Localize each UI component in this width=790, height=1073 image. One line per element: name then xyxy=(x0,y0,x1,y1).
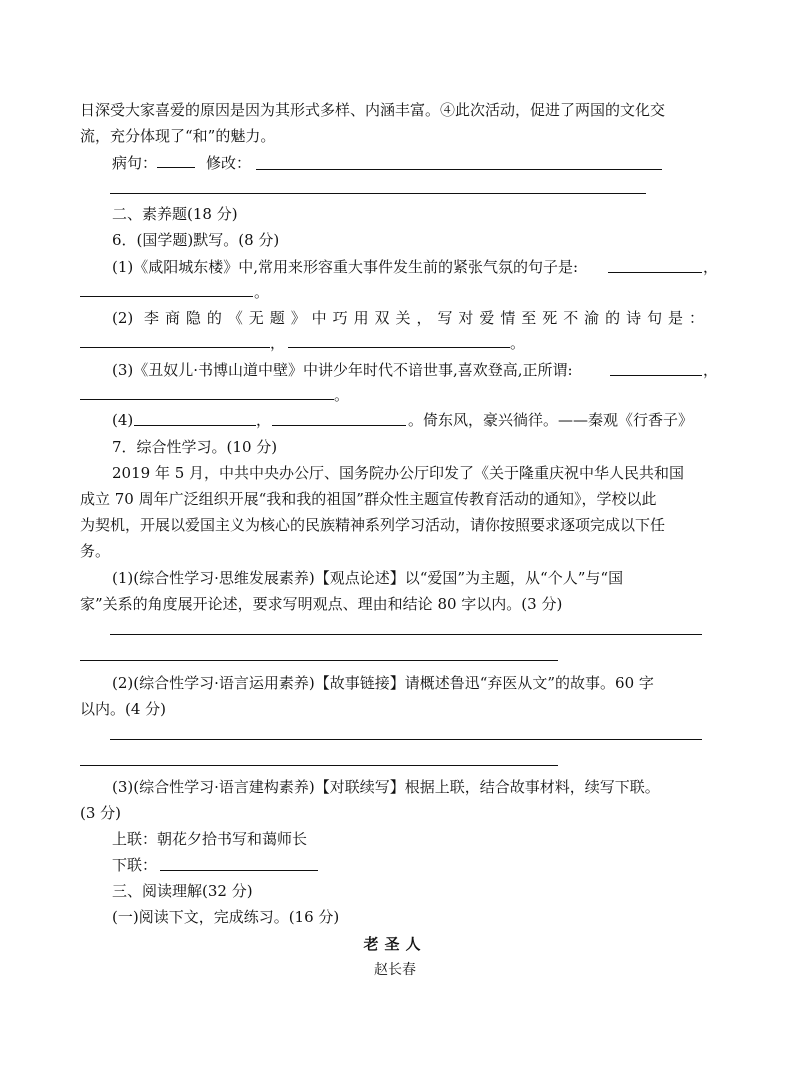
q6-item2-comma: ， xyxy=(270,334,286,352)
q7-sub2-line-2: 以内。(4 分) xyxy=(80,700,167,718)
q6-item2-blank-1[interactable] xyxy=(80,347,270,348)
article-author: 赵长春 xyxy=(374,962,416,978)
q7-intro-line-3: 为契机，开展以爱国主义为核心的民族精神系列学习活动，请你按照要求逐项完成以下任 xyxy=(80,516,666,534)
q6-item3: (3)《丑奴儿·书博山道中壁》中讲少年时代不谙世事,喜欢登高,正所谓: xyxy=(112,361,573,379)
q6-item2: (2) 李商隐的《无题》中巧用双关，写对爱情至死不渝的诗句是： xyxy=(112,309,704,327)
q6-item4-blank-1[interactable] xyxy=(134,425,256,426)
sick-sentence-row xyxy=(112,153,195,173)
q6-item2-blank-2[interactable] xyxy=(288,347,510,348)
fix-answer-line[interactable] xyxy=(256,169,662,170)
q7-intro-line-4: 务。 xyxy=(80,542,111,560)
fix-answer-line-2[interactable] xyxy=(110,193,646,194)
q6-item3-period: 。 xyxy=(334,386,350,404)
q7-sub2-answer-line-1[interactable] xyxy=(110,739,702,740)
q6-title: 6．(国学题)默写。(8 分) xyxy=(112,231,280,249)
section3-part1: (一)阅读下文，完成练习。(16 分) xyxy=(112,908,340,926)
q7-sub3-line-2: (3 分) xyxy=(80,804,122,822)
q7-sub1-line-2: 家”关系的角度展开论述，要求写明观点、理由和结论 80 字以内。(3 分) xyxy=(80,595,563,613)
q6-item1-blank-2[interactable] xyxy=(80,296,253,297)
sick-sentence-label: 病句： xyxy=(112,154,158,172)
q7-sub1-answer-line-2[interactable] xyxy=(80,660,558,661)
q7-intro-line-1: 2019 年 5 月，中共中央办公厅、国务院办公厅印发了《关于隆重庆祝中华人民共和国 xyxy=(112,464,685,482)
continuation-line-1: 日深受大家喜爱的原因是因为其形式多样、内涵丰富。④此次活动，促进了两国的文化交 xyxy=(80,101,666,119)
lower-couplet-label: 下联： xyxy=(112,856,158,874)
q6-item4-prefix: (4) xyxy=(112,411,134,429)
continuation-line-2: 流，充分体现了“和”的魅力。 xyxy=(80,127,276,145)
q6-item3-blank-2[interactable] xyxy=(80,399,334,400)
q6-item4-comma: ， xyxy=(256,411,272,429)
q6-item1-period: 。 xyxy=(254,283,270,301)
section3-heading: 三、阅读理解(32 分) xyxy=(112,882,253,900)
section2-heading: 二、素养题(18 分) xyxy=(112,205,238,223)
fix-label: 修改： xyxy=(206,154,252,172)
lower-couplet-blank[interactable] xyxy=(160,870,318,871)
q7-title: 7．综合性学习。(10 分) xyxy=(112,438,278,456)
q6-item1: (1)《咸阳城东楼》中,常用来形容重大事件发生前的紧张气氛的句子是: xyxy=(112,258,579,276)
q6-item2-period: 。 xyxy=(510,334,526,352)
sick-sentence-blank[interactable] xyxy=(157,153,195,168)
q7-sub1-answer-line-1[interactable] xyxy=(110,634,702,635)
article-title: 老圣人 xyxy=(363,935,427,953)
upper-couplet: 上联：朝花夕拾书写和蔼师长 xyxy=(112,830,308,848)
q7-sub3-line-1: (3)(综合性学习·语言建构素养)【对联续写】根据上联，结合故事材料，续写下联。 xyxy=(112,778,660,796)
q6-item4-suffix: 。倚东风，豪兴徜徉。——秦观《行香子》 xyxy=(408,411,694,429)
q6-item1-comma: ， xyxy=(703,258,719,276)
q7-sub1-line-1: (1)(综合性学习·思维发展素养)【观点论述】以“爱国”为主题，从“个人”与“国 xyxy=(112,569,624,587)
q6-item3-blank-1[interactable] xyxy=(610,375,702,376)
q7-intro-line-2: 成立 70 周年广泛组织开展“我和我的祖国”群众性主题宣传教育活动的通知》，学校以此 xyxy=(80,490,657,508)
q7-sub2-line-1: (2)(综合性学习·语言运用素养)【故事链接】请概述鲁迅“弃医从文”的故事。60 字 xyxy=(112,674,654,692)
q6-item4-blank-2[interactable] xyxy=(272,425,406,426)
q6-item3-comma: ， xyxy=(703,361,719,379)
q6-item1-blank-1[interactable] xyxy=(608,272,702,273)
q7-sub2-answer-line-2[interactable] xyxy=(80,765,558,766)
